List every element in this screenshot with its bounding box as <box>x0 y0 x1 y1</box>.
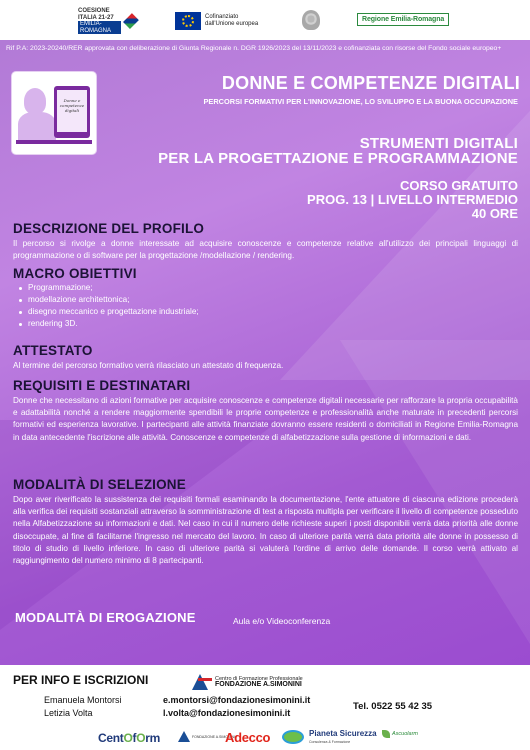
illustration-caption-line1: Donne e <box>63 98 81 103</box>
centoform-part: Cent <box>98 731 124 745</box>
fas-small-mark-icon <box>178 731 190 742</box>
course-topic-line2: PER LA PROGETTAZIONE E PROGRAMMAZIONE <box>158 150 518 167</box>
certificate-text: Al termine del percorso formativo verrà rilasciato un attestato di frequenza. <box>13 361 284 370</box>
centoform-part: f <box>132 731 137 745</box>
italian-republic-emblem-icon <box>302 10 320 30</box>
rer-logo-text: Regione Emilia-Romagna <box>362 16 445 23</box>
main-subtitle: PERCORSI FORMATIVI PER L'INNOVAZIONE, LO SVILUPPO E LA BUONA OCCUPAZIONE <box>203 97 518 106</box>
centoform-logo <box>98 731 160 745</box>
selection-heading: MODALITÀ DI SELEZIONE <box>13 477 186 492</box>
objectives-list <box>18 282 199 330</box>
main-content <box>0 40 530 665</box>
centoform-part: O <box>123 731 133 745</box>
ascuolarm-text: Ascuolarm <box>392 731 418 737</box>
illustration-caption-line2: competenze digitali <box>59 103 85 113</box>
requirements-text: Donne che necessitano di azioni formative per acquisire conoscenze e competenze digitali necessarie per rafforzare la propria occupabilità e adattabilità nonché a rendere maggiormente spendibili le proprie competenze e professionalità anche maturate in precedenti percorsi formativi ed esperienza lavorative. I partecipanti alle attività finanziate dovranno essere residenti o domiciliati in Regione Emilia-Romagna in data antecedente l'iscrizione alle attività. Conoscenze e competenze di alfabetizzazione sulla gestione di informazioni e dati. <box>13 396 518 442</box>
fas-small-text: FONDAZIONE A.SIMONINI <box>192 734 235 739</box>
pianeta-sub: Consulenza & Formazione <box>309 740 351 744</box>
list-item: Programmazione; <box>18 282 199 294</box>
course-hours-label: 40 ORE <box>471 206 518 221</box>
ascuolarm-logo <box>382 730 418 738</box>
list-item: modellazione architettonica; <box>18 294 199 306</box>
contact-name: Emanuela Montorsi <box>44 695 122 705</box>
contact-heading: PER INFO E ISCRIZIONI <box>13 673 149 687</box>
fondazione-simonini-mark-icon <box>190 672 212 692</box>
fondazione-simonini-text <box>215 676 303 688</box>
logos-bar <box>0 0 530 40</box>
eu-line2: dall'Unione europea <box>205 21 259 27</box>
eu-logo-text <box>205 14 258 28</box>
eu-logo <box>175 11 258 31</box>
centoform-part: O <box>136 731 146 745</box>
fas-line1: Centro di Formazione Professionale <box>215 675 303 682</box>
requirements-heading: REQUISITI E DESTINATARI <box>13 378 191 393</box>
coesione-logo-text <box>78 8 121 34</box>
coesione-line3: EMILIA-ROMAGNA <box>78 21 121 34</box>
list-item: disegno meccanico e progettazione industriale; <box>18 306 199 318</box>
footer <box>0 665 530 750</box>
coesione-line2: ITALIA 21-27 <box>78 14 114 21</box>
fas-line2: FONDAZIONE A.SIMONINI <box>215 681 302 688</box>
centoform-part: rm <box>145 731 161 745</box>
list-item: rendering 3D. <box>18 318 199 330</box>
eu-line1: Cofinanziato <box>205 14 239 20</box>
profile-text: Il percorso si rivolge a donne interessate ad acquisire conoscenze e competenze relative all'utilizzo dei principali linguaggi di programmazione o di software per la progettazione /modellazione / rendering. <box>13 239 518 261</box>
main-title: DONNE E COMPETENZE DIGITALI <box>221 73 520 93</box>
pianeta-sicurezza-logo <box>309 729 377 747</box>
woman-head-shape <box>24 88 46 114</box>
reference-text: Rif P.A: 2023-20240/RER approvata con deliberazione di Giunta Regionale n. DGR 1926/2023 del 13/11/2023 e cofinanziata con risorse del Fondo sociale europeo+ <box>6 45 502 52</box>
fondazione-simonini-logo <box>190 671 303 693</box>
coesione-line1: COESIONE <box>78 8 110 14</box>
desk-shape <box>16 140 92 144</box>
leaf-icon <box>382 730 390 738</box>
pianeta-name: Pianeta Sicurezza <box>309 729 377 738</box>
eu-flag-icon <box>175 12 201 30</box>
certificate-heading: ATTESTATO <box>13 343 93 358</box>
contact-email-link[interactable]: l.volta@fondazionesimonini.it <box>163 708 291 718</box>
coesione-cube-icon <box>123 13 139 29</box>
regione-emilia-romagna-logo <box>357 13 449 26</box>
adecco-logo: Adecco <box>225 730 271 745</box>
woman-computer-illustration <box>12 72 96 154</box>
course-topic-line1: STRUMENTI DIGITALI <box>359 135 518 152</box>
delivery-value: Aula e/o Videoconferenza <box>233 616 331 626</box>
contact-phone[interactable]: Tel. 0522 55 42 35 <box>353 701 433 712</box>
illustration-caption <box>58 98 86 113</box>
woman-body-shape <box>18 112 56 142</box>
profile-heading: DESCRIZIONE DEL PROFILO <box>13 221 205 236</box>
objectives-heading: MACRO OBIETTIVI <box>13 266 137 281</box>
contact-name: Letizia Volta <box>44 708 93 718</box>
delivery-heading: MODALITÀ DI EROGAZIONE <box>15 610 196 625</box>
ecipar-globe-icon <box>282 730 304 744</box>
selection-text: Dopo aver riverificato la sussistenza dei requisiti formali esaminando la documentazione, l'ente attuatore di ciascuna edizione procederà alla verifica dei requisiti sostanziali attraverso la somministrazione di test a risposta multipla per verificare il livello di competenze posseduto nella Alfabetizzazione su informazioni e dati. Nel caso in cui il numero delle richieste superi i posti disponibili verrà data priorità alle donne disoccupate, al fine di facilitarne l'ingresso nel mercato del lavoro. In caso di ulteriore parità verrà data priorità alle donne in possesso di titolo di studio di livello inferiore. In caso di ulteriore parità si valuterà l'ordine di arrivo delle domande. Il corso verrà attivato al raggiungimento del numero minimo di 8 partecipanti. <box>13 495 518 566</box>
contact-email-link[interactable]: e.montorsi@fondazionesimonini.it <box>163 695 311 705</box>
coesione-italia-logo <box>78 8 138 34</box>
course-free-label: CORSO GRATUITO <box>400 178 518 193</box>
course-level-label: PROG. 13 | LIVELLO INTERMEDIO <box>307 192 518 207</box>
partner-logos <box>0 729 530 750</box>
